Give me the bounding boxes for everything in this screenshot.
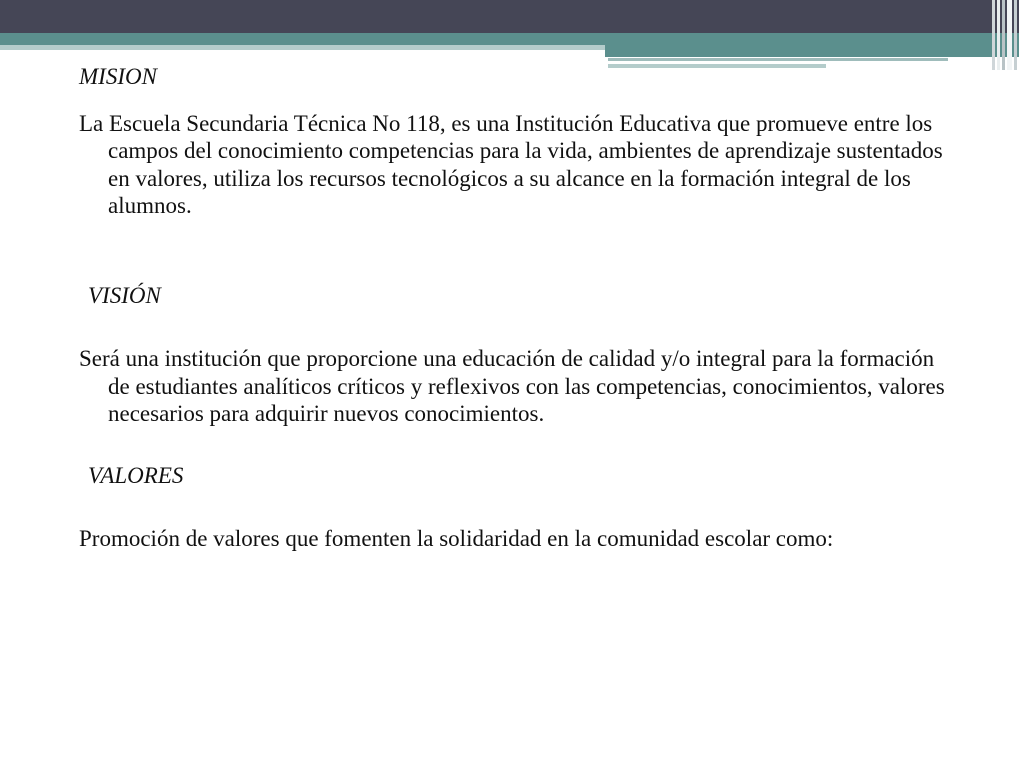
vision-heading: VISIÓN <box>88 282 161 308</box>
header-stripes-decoration <box>990 0 1024 70</box>
mision-text: La Escuela Secundaria Técnica No 118, es una Institución Educativa que promueve entre los campos del conocimiento competencias para la vida, ambientes de aprendizaje sustentados en valores, utiliza los recursos tecnológicos a su alcance en la formación integral de los alumnos. <box>79 110 943 218</box>
header-accent-line <box>608 58 948 61</box>
header-teal-light-bar <box>0 45 605 50</box>
header-teal-bar <box>0 33 1024 45</box>
valores-text: Promoción de valores que fomenten la solidaridad en la comunidad escolar como: <box>79 526 834 551</box>
vision-text: Será una institución que proporcione una educación de calidad y/o integral para la formación de estudiantes analíticos críticos y reflexivos con las competencias, conocimientos, valores necesarios para adquirir nuevos conocimientos. <box>79 346 945 426</box>
header-dark-bar <box>0 0 1024 33</box>
header-right-block <box>605 45 1024 57</box>
slide-content <box>79 63 959 553</box>
valores-heading: VALORES <box>88 462 184 488</box>
mision-heading: MISION <box>79 64 157 89</box>
